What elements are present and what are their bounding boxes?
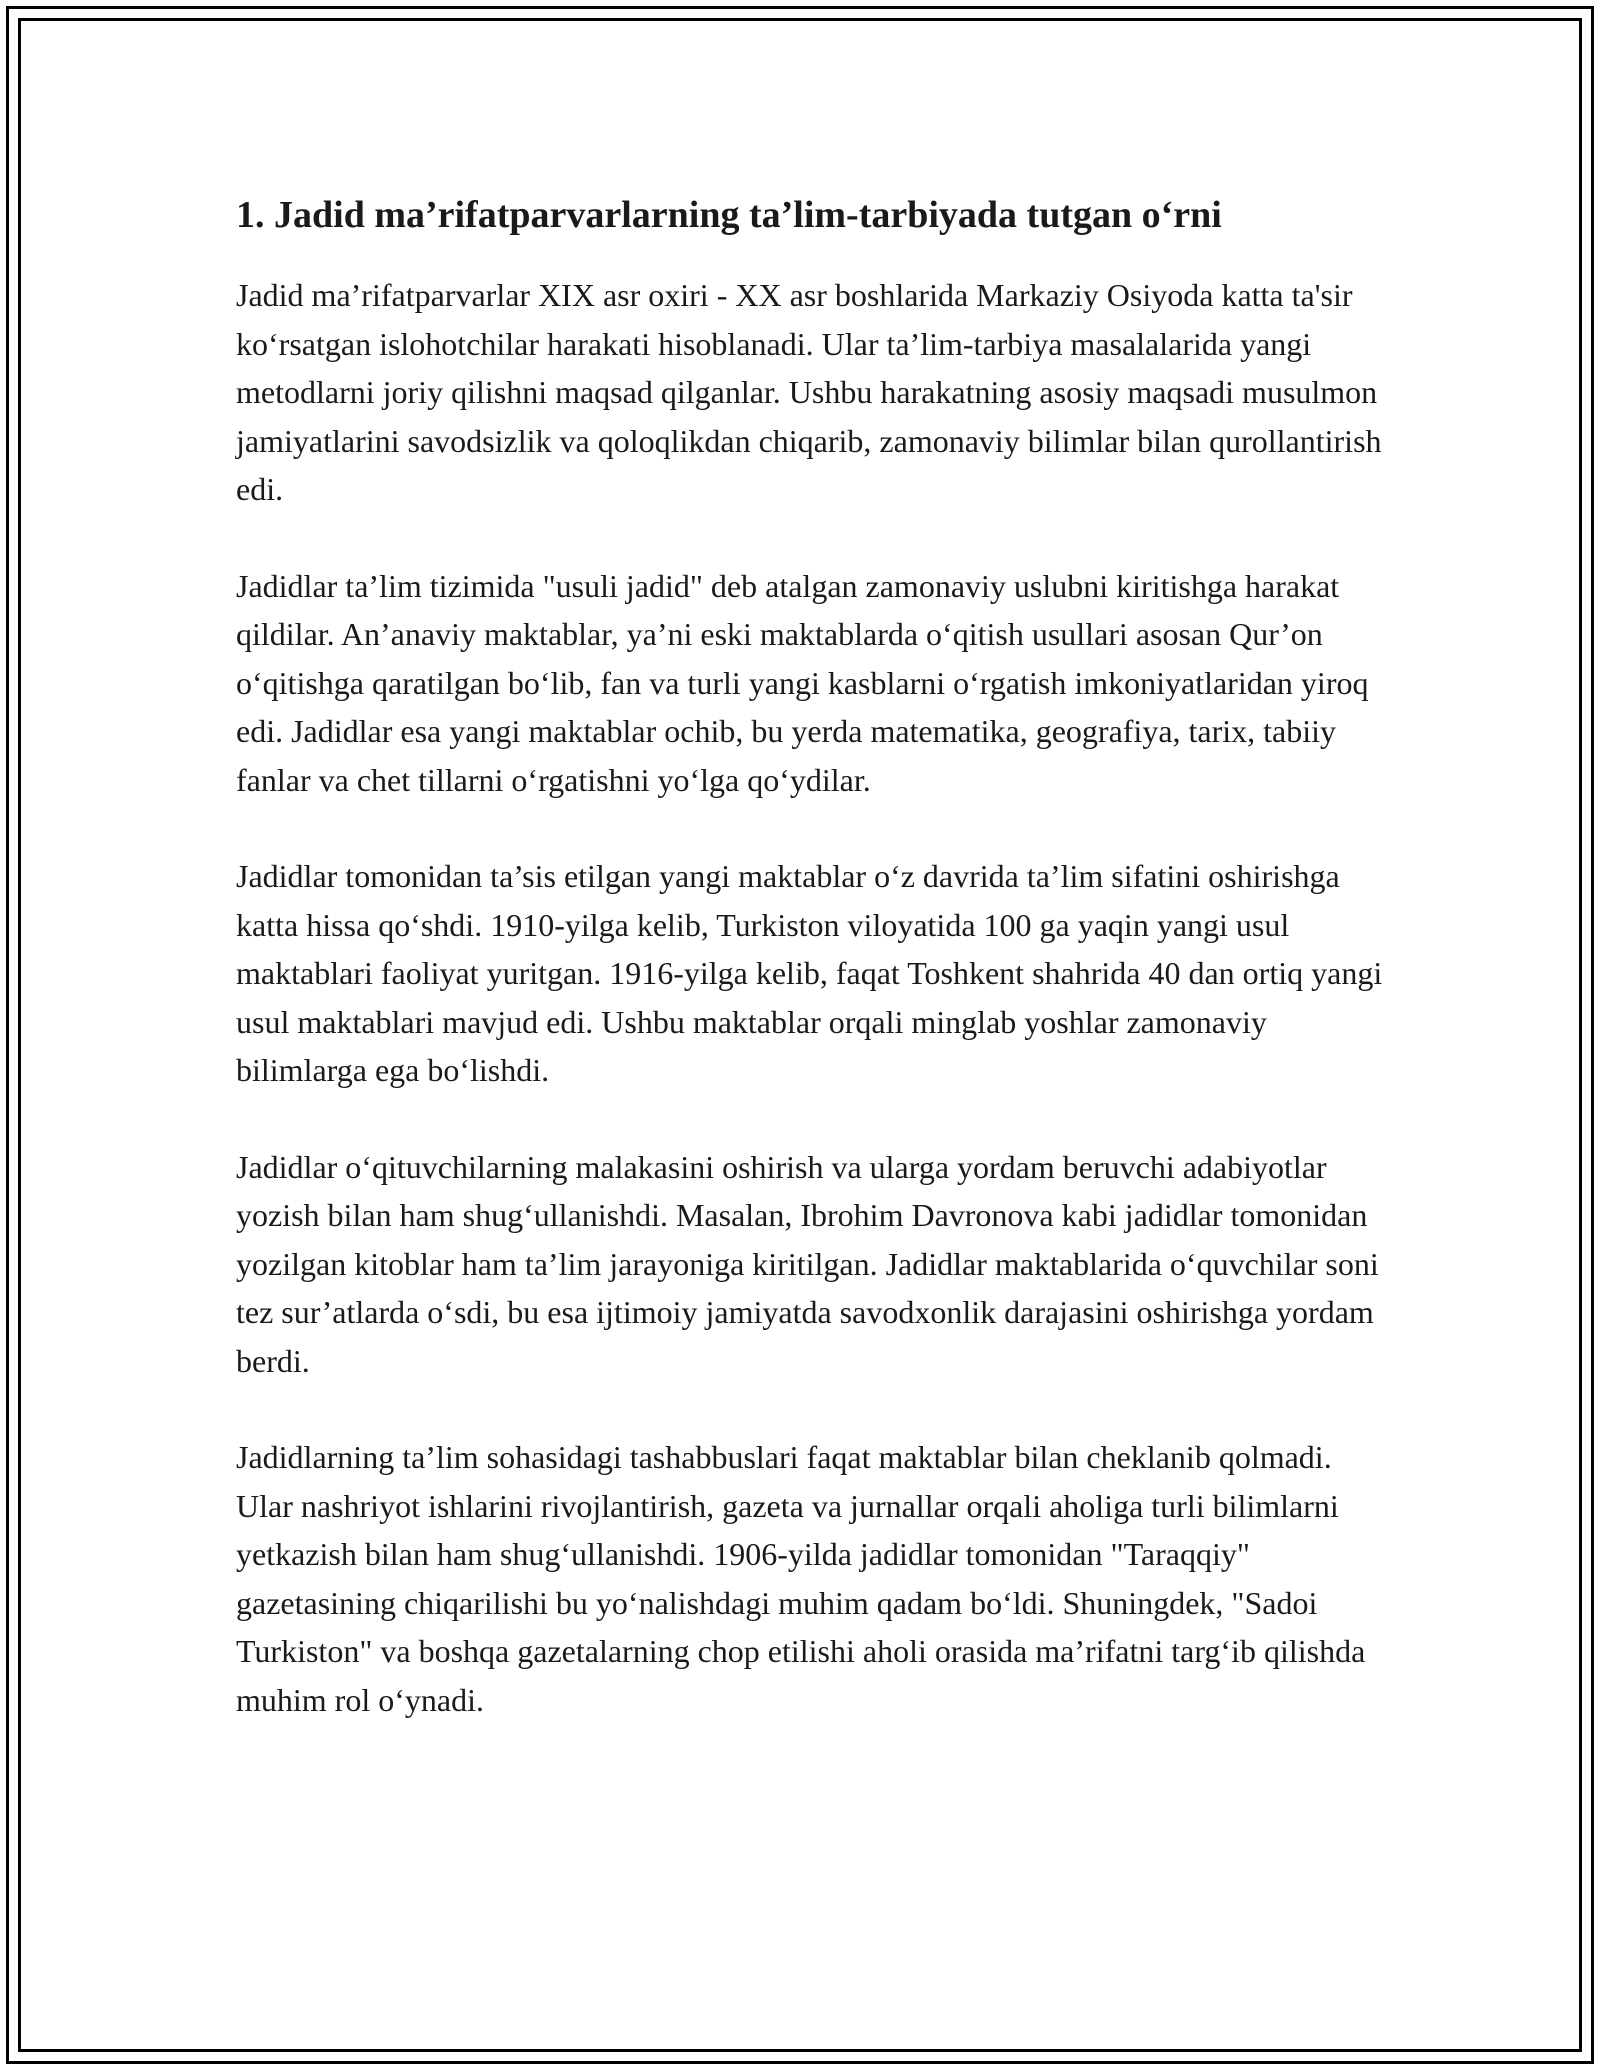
paragraph-teachers-literature: Jadidlar o‘qituvchilarning malakasini oshirish va ularga yordam beruvchi adabiyotlar yozish bilan ham shug‘ullanishdi. Masalan, Ibrohim Davronova kabi jadidlar tomonidan yozilgan kitoblar ham ta’lim jarayoniga kiritilgan. Jadidlar maktablarida o‘quvchilar soni tez sur’atlarda o‘sdi, bu esa ijtimoiy jamiyatda savodxonlik darajasini oshirishga yordam berdi. [236,1148,1379,1379]
section-title: 1. Jadid ma’rifatparvarlarning ta’lim-tarbiyada tutgan o‘rni [236,194,1222,236]
paragraph-usuli-jadid: Jadidlar ta’lim tizimida "usuli jadid" deb atalgan zamonaviy uslubni kiritishga harakat qildilar. An’anaviy maktablar, ya’ni eski maktablarda o‘qitish usullari asosan Qur’on o‘qitishga qaratilgan bo‘lib, fan va turli yangi kasblarni o‘rgatish imkoniyatlaridan yiroq edi. Jadidlar esa yangi maktablar ochib, bu yerda matematika, geografiya, tarix, tabiiy fanlar va chet tillarni o‘rgatishni yo‘lga qo‘ydilar. [236,567,1369,798]
paragraph-intro: Jadid ma’rifatparvarlar XIX asr oxiri - XX asr boshlarida Markaziy Osiyoda katta ta'sir ko‘rsatgan islohotchilar harakati hisoblanadi. Ular ta’lim-tarbiya masalalarida yangi metodlarni joriy qilishni maqsad qilganlar. Ushbu harakatning asosiy maqsadi musulmon jamiyatlarini savodsizlik va qoloqlikdan chiqarib, zamonaviy bilimlar bilan qurollantirish edi. [236,277,1382,507]
document-body [236,185,1386,1772]
paragraph-new-schools: Jadidlar tomonidan ta’sis etilgan yangi maktablar o‘z davrida ta’lim sifatini oshirishga katta hissa qo‘shdi. 1910-yilga kelib, Turkiston viloyatida 100 ga yaqin yangi usul maktablari faoliyat yuritgan. 1916-yilga kelib, faqat Toshkent shahrida 40 dan ortiq yangi usul maktablari mavjud edi. Ushbu maktablar orqali minglab yoshlar zamonaviy bilimlarga ega bo‘lishdi. [236,858,1383,1088]
paragraph-press: Jadidlarning ta’lim sohasidagi tashabbuslari faqat maktablar bilan cheklanib qolmadi. Ular nashriyot ishlarini rivojlantirish, gazeta va jurnallar orqali aholiga turli bilimlarni yetkazish bilan ham shug‘ullanishdi. 1906-yilda jadidlar tomonidan "Taraqqiy" gazetasining chiqarilishi bu yo‘nalishdagi muhim qadam bo‘ldi. Shuningdek, "Sadoi Turkiston" va boshqa gazetalarning chop etilishi aholi orasida ma’rifatni targ‘ib qilishda muhim rol o‘ynadi. [236,1439,1366,1718]
